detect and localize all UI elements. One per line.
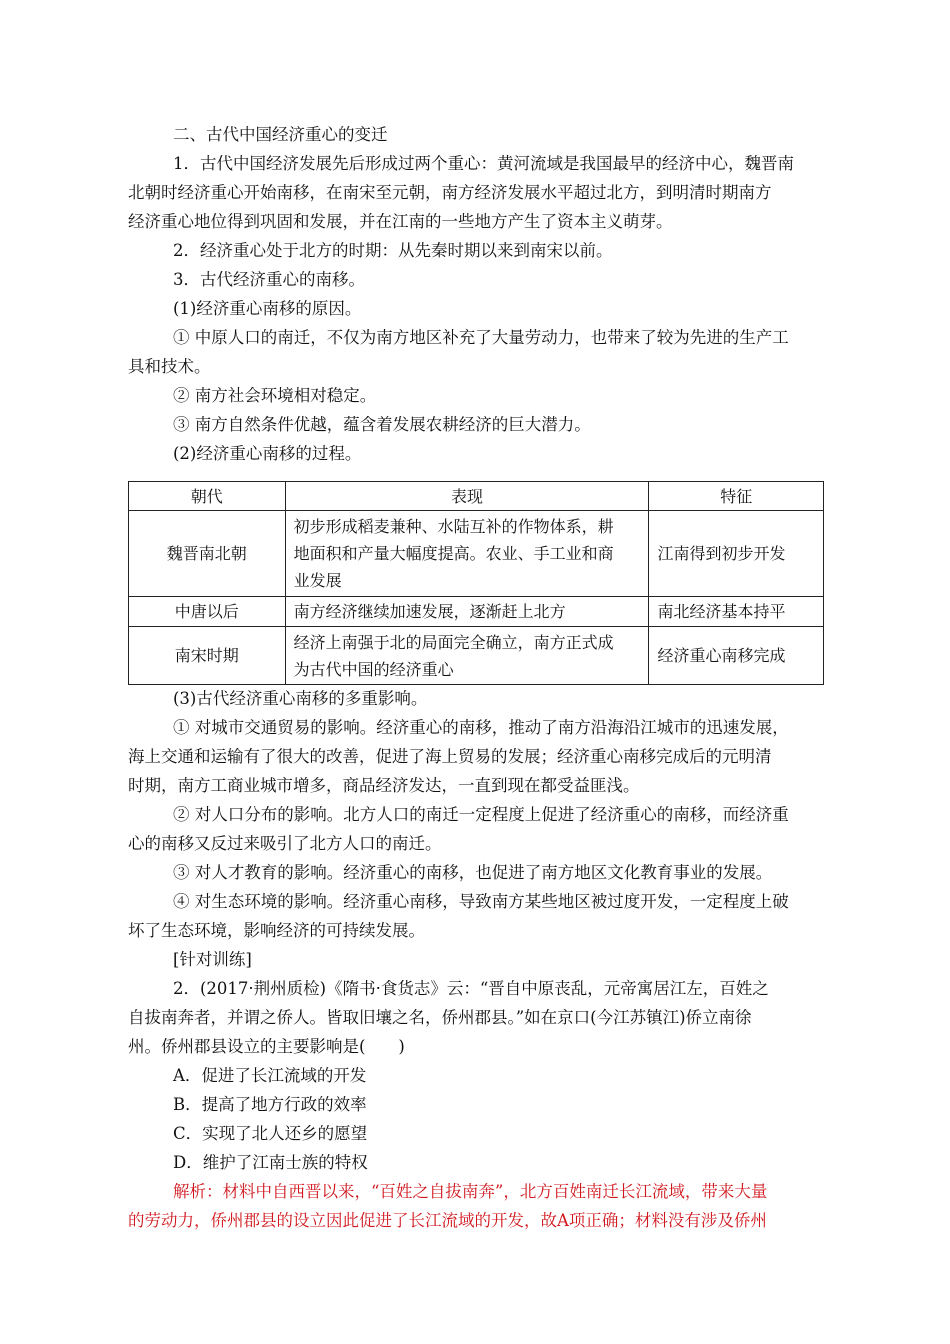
cell-line: 业发展	[293, 571, 342, 590]
table-cell-feature: 江南得到初步开发	[649, 511, 824, 597]
paragraph-11-line-1: ② 对人口分布的影响。北方人口的南迁一定程度上促进了经济重心的南移，而经济重	[173, 805, 789, 824]
paragraph-5-line-2: 具和技术。	[128, 357, 211, 376]
table-header: 表现	[285, 482, 649, 511]
paragraph-11-line-2: 心的南移又反过来吸引了北方人口的南迁。	[128, 834, 442, 853]
question-line-3: 州。侨州郡县设立的主要影响是( )	[128, 1037, 405, 1056]
table-cell-dynasty: 南宋时期	[129, 627, 286, 685]
paragraph-10-line-3: 时期，南方工商业城市增多，商品经济发达，一直到现在都受益匪浅。	[128, 776, 640, 795]
paragraph-13-line-1: ④ 对生态环境的影响。经济重心南移，导致南方某些地区被过度开发，一定程度上破	[173, 892, 789, 911]
paragraph-10-line-2: 海上交通和运输有了很大的改善，促进了海上贸易的发展；经济重心南移完成后的元明清	[128, 747, 772, 766]
training-heading: [针对训练]	[173, 950, 252, 969]
cell-line: 南方经济继续加速发展，逐渐赶上北方	[293, 602, 566, 621]
paragraph-6: ② 南方社会环境相对稳定。	[173, 386, 377, 405]
table-header: 朝代	[129, 482, 286, 511]
paragraph-9: (3)古代经济重心南移的多重影响。	[173, 689, 428, 708]
table-cell-dynasty: 中唐以后	[129, 597, 286, 627]
paragraph-7: ③ 南方自然条件优越，蕴含着发展农耕经济的巨大潜力。	[173, 415, 591, 434]
table-row	[129, 511, 824, 597]
option-c: C．实现了北人还乡的愿望	[173, 1124, 368, 1143]
table-cell-feature: 南北经济基本持平	[649, 597, 824, 627]
paragraph-3: 3．古代经济重心的南移。	[173, 270, 365, 289]
paragraph-1-line-1: 1．古代中国经济发展先后形成过两个重心：黄河流域是我国最早的经济中心，魏晋南	[173, 154, 794, 173]
cell-line: 为古代中国的经济重心	[293, 659, 454, 679]
cell-line: 经济上南强于北的局面完全确立，南方正式成	[293, 632, 614, 652]
table-cell-feature: 经济重心南移完成	[649, 627, 824, 685]
option-b: B．提高了地方行政的效率	[173, 1095, 367, 1114]
table-row	[129, 627, 824, 685]
section-title: 二、古代中国经济重心的变迁	[173, 125, 388, 144]
paragraph-5-line-1: ① 中原人口的南迁，不仅为南方地区补充了大量劳动力，也带来了较为先进的生产工	[173, 328, 789, 347]
paragraph-4: (1)经济重心南移的原因。	[173, 299, 362, 318]
table-cell-performance	[285, 627, 649, 685]
paragraph-1-line-2: 北朝时经济重心开始南移，在南宋至元朝，南方经济发展水平超过北方，到明清时期南方	[128, 183, 772, 202]
paragraph-10-line-1: ① 对城市交通贸易的影响。经济重心的南移，推动了南方沿海沿江城市的迅速发展，	[173, 718, 789, 737]
cell-line: 初步形成稻麦兼种、水陆互补的作物体系，耕	[293, 517, 614, 536]
option-d: D．维护了江南士族的特权	[173, 1153, 368, 1172]
south-migration-table	[128, 481, 824, 685]
analysis-line-2: 的劳动力，侨州郡县的设立因此促进了长江流域的开发，故A项正确；材料没有涉及侨州	[128, 1211, 767, 1230]
table-row	[129, 597, 824, 627]
paragraph-12: ③ 对人才教育的影响。经济重心的南移，也促进了南方地区文化教育事业的发展。	[173, 863, 773, 882]
paragraph-13-line-2: 坏了生态环境，影响经济的可持续发展。	[128, 921, 425, 940]
table-header: 特征	[649, 482, 824, 511]
table-cell-performance	[285, 511, 649, 597]
table-cell-performance	[285, 597, 649, 627]
table-header-row	[129, 482, 824, 511]
paragraph-1-line-3: 经济重心地位得到巩固和发展，并在江南的一些地方产生了资本主义萌芽。	[128, 212, 673, 231]
cell-line: 地面积和产量大幅度提高。农业、手工业和商	[293, 544, 614, 563]
paragraph-2: 2．经济重心处于北方的时期：从先秦时期以来到南宋以前。	[173, 241, 613, 260]
analysis-line-1: 解析：材料中自西晋以来，“百姓之自拔南奔”，北方百姓南迁长江流域，带来大量	[173, 1182, 768, 1201]
option-a: A．促进了长江流域的开发	[173, 1066, 367, 1085]
question-line-1: 2．(2017·荆州质检)《隋书·食货志》云：“晋自中原丧乱，元帝寓居江左，百姓之	[173, 979, 769, 998]
paragraph-8: (2)经济重心南移的过程。	[173, 444, 362, 463]
question-line-2: 自拔南奔者，并谓之侨人。皆取旧壤之名，侨州郡县。”如在京口(今江苏镇江)侨立南徐	[128, 1008, 752, 1027]
table-cell-dynasty: 魏晋南北朝	[129, 511, 286, 597]
